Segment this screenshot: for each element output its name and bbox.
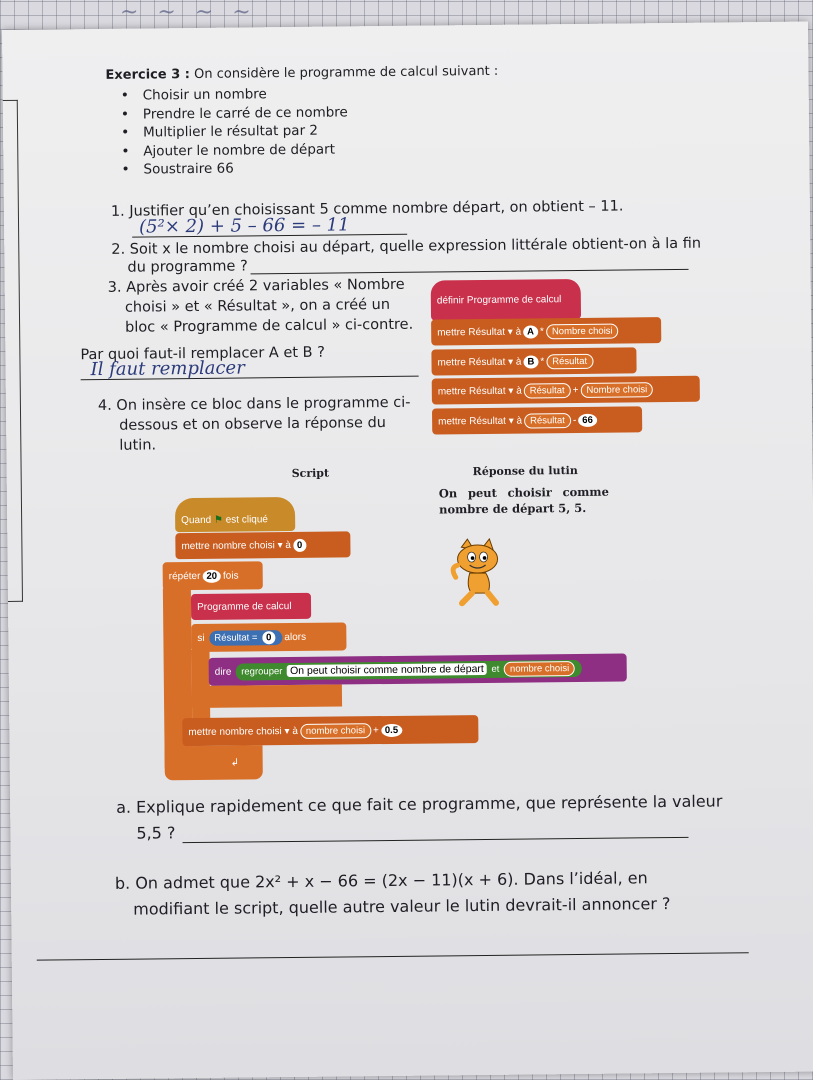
sprite-speech: On peut choisir comme nombre de départ 5, 5. bbox=[438, 484, 609, 517]
set-value: 0 bbox=[293, 538, 306, 551]
change-variable-block: mettre nombre choisi ▾ à nombre choisi + 0.5 bbox=[182, 715, 478, 746]
row-verb: mettre bbox=[437, 326, 466, 338]
if-block-footer bbox=[192, 684, 342, 708]
define-header-label: définir Programme de calcul bbox=[436, 293, 562, 306]
cat-sprite-icon bbox=[447, 537, 514, 608]
row-right-operand: 66 bbox=[578, 413, 597, 426]
change-value: 0.5 bbox=[381, 723, 402, 736]
question-4-line1: 4. On insère ce bloc dans le programme ci- bbox=[97, 394, 411, 415]
if-var: Résultat bbox=[214, 631, 250, 644]
join-var: nombre choisi bbox=[504, 661, 575, 677]
row-left-operand: Résultat bbox=[524, 413, 571, 428]
question-a-line1: a. Explique rapidement ce que fait ce programme, que représente la valeur bbox=[116, 791, 723, 817]
row-left-operand: B bbox=[523, 355, 538, 368]
exercise-sheet bbox=[2, 22, 813, 1080]
define-row-4: mettre Résultat ▾ à Résultat - 66 bbox=[432, 406, 642, 434]
define-block-header bbox=[431, 279, 581, 321]
when-clicked-label: est cliqué bbox=[225, 513, 269, 526]
row-right-operand: Nombre choisi bbox=[580, 382, 653, 398]
change-left: nombre choisi bbox=[300, 723, 371, 739]
question-2-line2: du programme ? bbox=[127, 258, 248, 276]
call-block bbox=[191, 593, 311, 620]
sprite-caption: Réponse du lutin bbox=[472, 463, 578, 479]
question-a-line2: 5,5 ? bbox=[136, 823, 176, 843]
change-label: mettre bbox=[188, 726, 217, 738]
question-1: 1. Justifier qu’en choisissant 5 comme nombre départ, on obtient – 11. bbox=[110, 198, 624, 220]
script-caption: Script bbox=[291, 466, 330, 480]
green-flag-icon: ⚑ bbox=[213, 514, 223, 526]
answer-line-a bbox=[183, 837, 689, 843]
row-var: Résultat bbox=[468, 326, 506, 338]
set-var: nombre choisi bbox=[212, 539, 275, 552]
call-label: Programme de calcul bbox=[196, 600, 292, 613]
change-op: + bbox=[372, 724, 379, 736]
row-to: à bbox=[516, 385, 522, 397]
define-row-3: mettre Résultat ▾ à Résultat + Nombre choisi bbox=[432, 376, 700, 405]
question-4-line3: lutin. bbox=[119, 437, 157, 454]
row-operator: * bbox=[539, 325, 544, 337]
question-4-line2: dessous et on observe la réponse du bbox=[119, 415, 387, 434]
row-right-operand: Nombre choisi bbox=[546, 323, 619, 339]
row-operator: + bbox=[572, 384, 579, 396]
if-label: si bbox=[197, 632, 205, 644]
answer-line-b bbox=[37, 952, 749, 960]
row-to: à bbox=[515, 356, 522, 368]
row-left-operand: A bbox=[523, 325, 538, 338]
join-block bbox=[236, 659, 582, 680]
join-label: regrouper bbox=[241, 665, 283, 678]
set-label: mettre bbox=[181, 540, 210, 552]
question-2-line1: 2. Soit x le nombre choisi au départ, quelle expression littérale obtient-on à la fin bbox=[111, 235, 702, 258]
set-variable-block: mettre nombre choisi ▾ à 0 bbox=[175, 531, 350, 559]
repeat-value: 20 bbox=[202, 569, 221, 582]
repeat-label: répéter bbox=[168, 570, 201, 582]
join-text: On peut choisir comme nombre de départ bbox=[287, 662, 487, 676]
if-condition bbox=[209, 630, 282, 646]
question-3-line2: choisi » et « Résultat », on a créé un bbox=[124, 296, 391, 316]
list-item: • Prendre le carré de ce nombre bbox=[135, 103, 348, 124]
exercise-intro: On considère le programme de calcul suivant : bbox=[194, 63, 499, 82]
answer-line-2 bbox=[251, 269, 689, 275]
repeat-block-header bbox=[163, 561, 263, 590]
row-operator: * bbox=[540, 355, 545, 367]
exercise-title bbox=[105, 63, 498, 85]
if-then: alors bbox=[284, 631, 307, 643]
row-right-operand: Résultat bbox=[546, 353, 593, 368]
row-verb: mettre bbox=[437, 385, 467, 397]
row-verb: mettre bbox=[437, 356, 466, 368]
row-to: à bbox=[515, 326, 522, 338]
question-b-line2: modifiant le script, quelle autre valeur le lutin devrait-il annoncer ? bbox=[133, 894, 671, 919]
set-to: à bbox=[285, 539, 291, 551]
question-3-prompt: Par quoi faut-il remplacer A et B ? bbox=[80, 344, 325, 364]
say-label: dire bbox=[214, 666, 232, 678]
if-block-header bbox=[191, 622, 346, 652]
repeat-suffix: fois bbox=[222, 570, 239, 582]
question-3-line1: 3. Après avoir créé 2 variables « Nombre bbox=[107, 276, 405, 296]
change-var: nombre choisi bbox=[219, 725, 282, 738]
row-left-operand: Résultat bbox=[524, 383, 571, 398]
list-item: • Ajouter le nombre de départ bbox=[135, 140, 348, 161]
background-scribble: ~ ~ ~ ~ bbox=[120, 0, 257, 25]
if-op: = bbox=[251, 631, 258, 643]
question-b-line1: b. On admet que 2x² + x − 66 = (2x − 11)(x + 6). Dans l’idéal, en bbox=[114, 868, 648, 893]
define-row-2: mettre Résultat ▾ à B * Résultat bbox=[431, 347, 636, 375]
join-and: et bbox=[491, 663, 500, 675]
say-block bbox=[209, 653, 627, 685]
loop-arrow-icon: ↲ bbox=[230, 757, 240, 769]
define-row-1: mettre Résultat ▾ à A * Nombre choisi bbox=[431, 317, 661, 345]
repeat-block-footer bbox=[165, 745, 263, 780]
list-item: • Choisir un nombre bbox=[135, 84, 348, 105]
change-to: à bbox=[292, 725, 298, 737]
row-verb: mettre bbox=[438, 415, 467, 427]
when-flag-block bbox=[175, 497, 295, 532]
list-item: • Soustraire 66 bbox=[135, 158, 348, 179]
row-var: Résultat bbox=[468, 356, 506, 368]
row-to: à bbox=[516, 415, 523, 427]
list-item: • Multiplier le résultat par 2 bbox=[135, 121, 348, 142]
if-value: 0 bbox=[262, 631, 275, 644]
row-var: Résultat bbox=[468, 385, 506, 397]
handwritten-answer-1: (5²× 2) + 5 – 66 = – 11 bbox=[138, 214, 350, 238]
question-3-line3: bloc « Programme de calcul » ci-contre. bbox=[125, 316, 414, 336]
row-operator: - bbox=[572, 414, 577, 426]
program-steps-list bbox=[135, 84, 349, 179]
row-var: Résultat bbox=[469, 415, 506, 427]
handwritten-answer-3: Il faut remplacer bbox=[90, 357, 245, 381]
when-label: Quand bbox=[181, 514, 212, 526]
exercise-label: Exercice 3 : bbox=[105, 67, 191, 83]
